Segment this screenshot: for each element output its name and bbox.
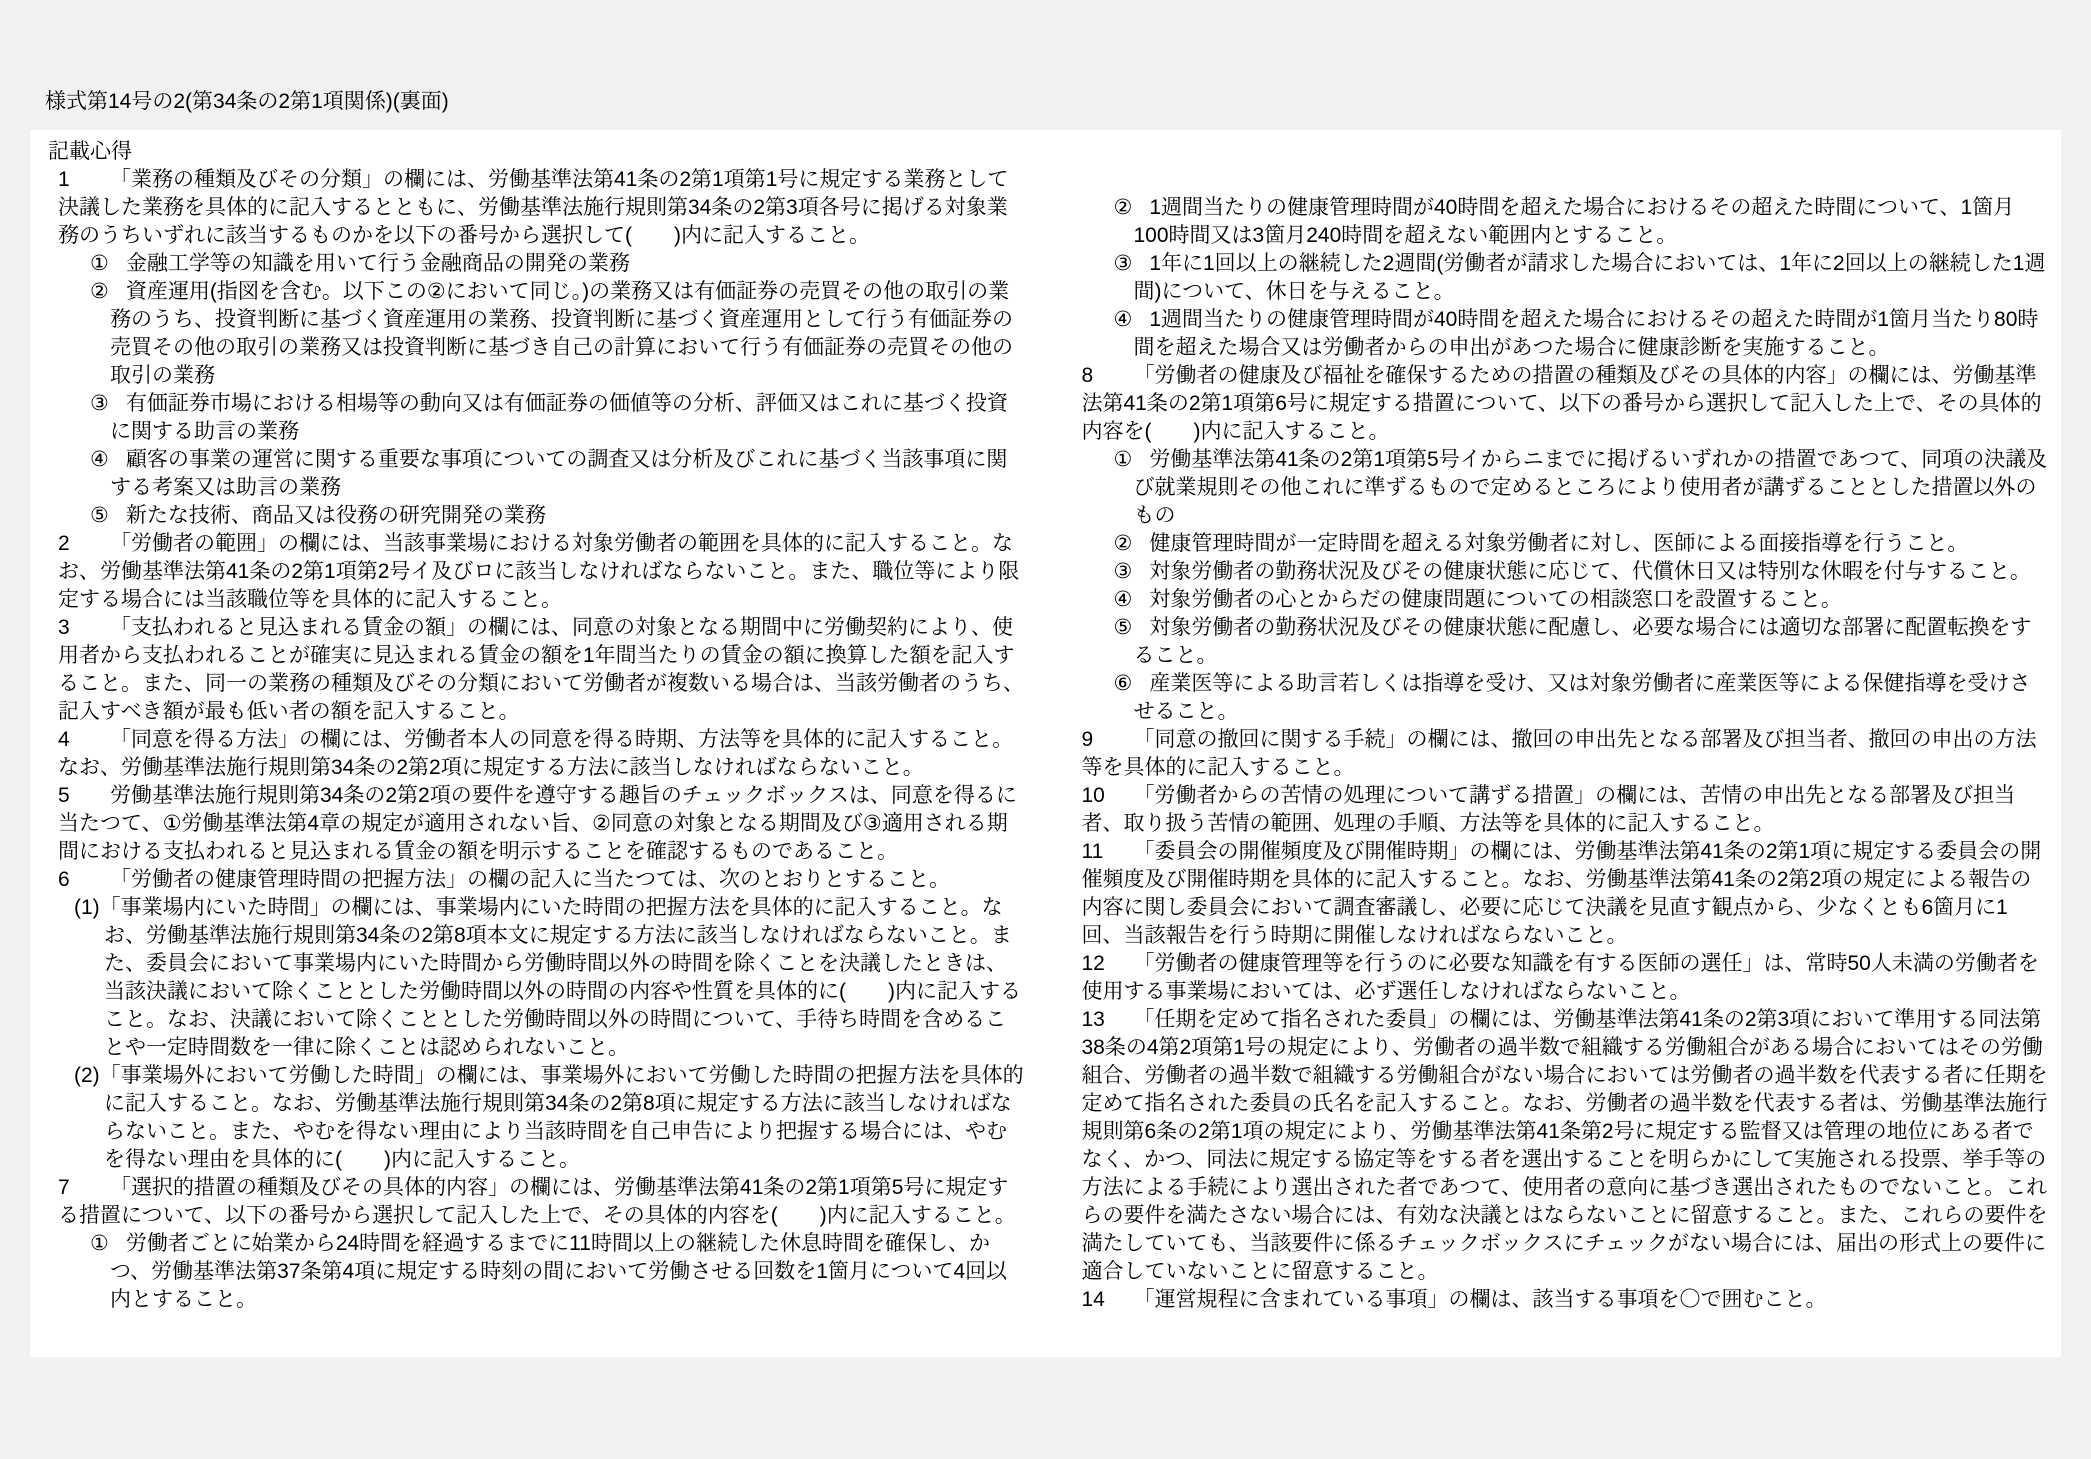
item-number: ③ <box>1113 560 1133 583</box>
item-number: 2 <box>58 532 70 555</box>
item-text: 「支払われると見込まれる賃金の額」の欄には、同意の対象となる期間中に労働契約により、使用者から支払われることが確実に見込まれる賃金の額を1年間当たりの賃金の額に換算した額を記入すること。また、同一の業務の種類及びその分類において労働者が複数いる場合は、当該労働者のうち、記入すべき額が最も低い者の額を記入すること。 <box>58 616 1024 723</box>
item-text: 対象労働者の勤務状況及びその健康状態に配慮し、必要な場合には適切な部署に配置転換をすること。 <box>1133 616 2032 667</box>
instruction-subitem <box>1070 194 2050 250</box>
instruction-subitem <box>1070 250 2050 306</box>
instruction-item <box>1070 1006 2050 1286</box>
item-text: 対象労働者の心とからだの健康問題についての相談窓口を設置すること。 <box>1149 588 1842 611</box>
item-number: 6 <box>58 868 70 891</box>
item-number: 10 <box>1081 784 1105 807</box>
instruction-item <box>1070 782 2050 838</box>
item-text: 「労働者の範囲」の欄には、当該事業場における対象労働者の範囲を具体的に記入すること。なお、労働基準法第41条の2第1項第2号イ及びロに該当しなければならないこと。また、職位等により限定する場合には当該職位等を具体的に記入すること。 <box>58 532 1020 611</box>
instruction-item <box>46 166 1026 250</box>
instruction-subitem <box>1070 306 2050 362</box>
item-text: 「任期を定めて指名された委員」の欄には、労働基準法第41条の2第3項において準用する同法第38条の4第2項第1号の規定により、労働者の過半数で組織する労働組合がある場合においてはその労働組合、労働者の過半数で組織する労働組合がない場合においては労働者の過半数を代表する者に任期を定めて指名された委員の氏名を記入すること。なお、労働者の過半数を代表する者は、労働基準法施行規則第6条の2第1項の規定により、労働基準法第41条第2号に規定する監督又は管理の地位にある者でなく、かつ、同法に規定する協定等をする者を選出することを明らかにして実施される投票、挙手等の方法による手続により選出された者であつて、使用者の意向に基づき選出されたものでないこと。これらの要件を満たさない場合には、有効な決議とはならないことに留意すること。また、これらの要件を満たしていても、当該要件に係るチェックボックスにチェックがない場合には、届出の形式上の要件に適合していないことに留意すること。 <box>1081 1008 2048 1283</box>
item-number: ① <box>90 252 109 275</box>
item-number: 14 <box>1081 1288 1105 1311</box>
instruction-item <box>1070 362 2050 446</box>
item-text: 金融工学等の知識を用いて行う金融商品の開発の業務 <box>125 252 630 275</box>
item-text: 新たな技術、商品又は役務の研究開発の業務 <box>125 504 546 527</box>
instruction-subitem <box>46 1062 1026 1174</box>
instruction-item <box>1070 1286 2050 1314</box>
instruction-subitem <box>46 894 1026 1062</box>
item-text: 労働基準法第41条の2第1項第5号イからニまでに掲げるいずれかの措置であつて、同項の決議及び就業規則その他これに準ずるもので定めるところにより使用者が講ずることとした措置以外のもの <box>1133 448 2048 527</box>
instruction-subitem <box>1070 446 2050 530</box>
item-number: 3 <box>58 616 70 639</box>
item-text: 「事業場外において労働した時間」の欄には、事業場外において労働した時間の把握方法を具体的に記入すること。なお、労働基準法施行規則第34条の2第8項に規定する方法に該当しなければならないこと。また、やむを得ない理由により当該時間を自己申告により把握する場合には、やむを得ない理由を具体的に( )内に記入すること。 <box>99 1064 1024 1171</box>
instruction-item <box>46 726 1026 782</box>
item-number: ⑥ <box>1113 672 1133 695</box>
item-text: 対象労働者の勤務状況及びその健康状態に応じて、代償休日又は特別な休暇を付与すること。 <box>1149 560 2031 583</box>
right-column <box>1070 166 2050 1314</box>
instruction-subitem <box>1070 558 2050 586</box>
item-text: 「労働者の健康管理等を行うのに必要な知識を有する医師の選任」は、常時50人未満の労働者を使用する事業場においては、必ず選任しなければならないこと。 <box>1081 952 2039 1003</box>
instruction-subitem <box>1070 614 2050 670</box>
item-number: ④ <box>90 448 109 471</box>
instruction-item <box>1070 838 2050 950</box>
item-number: 12 <box>1081 952 1105 975</box>
item-text: 「同意の撤回に関する手続」の欄には、撤回の申出先となる部署及び担当者、撤回の申出の方法等を具体的に記入すること。 <box>1081 728 2037 779</box>
instruction-subitem <box>46 1230 1026 1314</box>
instruction-subitem <box>46 390 1026 446</box>
item-text: 労働者ごとに始業から24時間を経過するまでに11時間以上の継続した休息時間を確保し、かつ、労働基準法第37条第4項に規定する時刻の間において労働させる回数を1箇月について4回以内とすること。 <box>110 1232 1008 1311</box>
instruction-subitem <box>46 278 1026 390</box>
item-text: 有価証券市場における相場等の動向又は有価証券の価値等の分析、評価又はこれに基づく投資に関する助言の業務 <box>110 392 1008 443</box>
item-number: ③ <box>90 392 109 415</box>
instruction-item <box>46 530 1026 614</box>
item-number: ③ <box>1113 252 1133 275</box>
item-number: 7 <box>58 1176 70 1199</box>
item-number: (1) <box>74 896 100 919</box>
item-text: 産業医等による助言若しくは指導を受け、又は対象労働者に産業医等による保健指導を受けさせること。 <box>1133 672 2031 723</box>
instruction-subitem <box>1070 586 2050 614</box>
two-column-layout <box>46 166 2049 1314</box>
item-text: 1週間当たりの健康管理時間が40時間を超えた場合におけるその超えた時間が1箇月当たり80時間を超えた場合又は労働者からの申出があつた場合に健康診断を実施すること。 <box>1133 308 2039 359</box>
item-text: 顧客の事業の運営に関する重要な事項についての調査又は分析及びこれに基づく当該事項に関する考案又は助言の業務 <box>110 448 1008 499</box>
item-number: ④ <box>1113 588 1133 611</box>
item-text: 1年に1回以上の継続した2週間(労働者が請求した場合においては、1年に2回以上の継続した1週間)について、休日を与えること。 <box>1133 252 2046 303</box>
instruction-item <box>1070 726 2050 782</box>
instruction-subitem <box>46 446 1026 502</box>
item-number: ⑤ <box>90 504 109 527</box>
item-number: ② <box>1113 532 1133 555</box>
item-number: ① <box>1113 448 1133 471</box>
instruction-subitem <box>46 250 1026 278</box>
form-number-label: 様式第14号の2(第34条の2第1項関係)(裏面) <box>45 90 449 113</box>
item-number: 4 <box>58 728 70 751</box>
item-text: 「運営規程に含まれている事項」の欄は、該当する事項を〇で囲むこと。 <box>1133 1288 1827 1311</box>
doc-title: 記載心得 <box>48 140 132 163</box>
item-number: ⑤ <box>1113 616 1133 639</box>
instruction-item <box>46 782 1026 866</box>
item-text: 1週間当たりの健康管理時間が40時間を超えた場合におけるその超えた時間について、1箇月100時間又は3箇月240時間を超えない範囲内とすること。 <box>1133 196 2015 247</box>
item-text: 「委員会の開催頻度及び開催時期」の欄には、労働基準法第41条の2第1項に規定する委員会の開催頻度及び開催時期を具体的に記入すること。なお、労働基準法第41条の2第2項の規定による報告の内容に関し委員会において調査審議し、必要に応じて決議を見直す観点から、少なくとも6箇月に1回、当該報告を行う時期に開催しなければならないこと。 <box>1081 840 2042 947</box>
item-text: 「同意を得る方法」の欄には、労働者本人の同意を得る時期、方法等を具体的に記入すること。なお、労働基準法施行規則第34条の2第2項に規定する方法に該当しなければならないこと。 <box>58 728 1013 779</box>
item-text: 「事業場内にいた時間」の欄には、事業場内にいた時間の把握方法を具体的に記入すること。なお、労働基準法施行規則第34条の2第8項本文に規定する方法に該当しなければならないこと。また、委員会において事業場内にいた時間から労働時間以外の時間を除くことを決議したときは、当該決議において除くこととした労働時間以外の時間の内容や性質を具体的に( )内に記入すること。なお、決議において除くこととした労働時間以外の時間について、手待ち時間を含めることや一定時間数を一律に除くことは認められないこと。 <box>99 896 1021 1059</box>
item-text: 「労働者からの苦情の処理について講ずる措置」の欄には、苦情の申出先となる部署及び担当者、取り扱う苦情の範囲、処理の手順、方法等を具体的に記入すること。 <box>1081 784 2016 835</box>
instruction-item <box>46 866 1026 894</box>
item-number: 5 <box>58 784 70 807</box>
item-number: ② <box>90 280 109 303</box>
item-number: (2) <box>74 1064 100 1087</box>
instruction-item <box>1070 950 2050 1006</box>
item-number: 8 <box>1081 364 1094 387</box>
instruction-subitem <box>46 502 1026 530</box>
instruction-item <box>46 614 1026 726</box>
item-text: 健康管理時間が一定時間を超える対象労働者に対し、医師による面接指導を行うこと。 <box>1149 532 1969 555</box>
item-text: 労働基準法施行規則第34条の2第2項の要件を遵守する趣旨のチェックボックスは、同意を得るに当たつて、①労働基準法第4章の規定が適用されない旨、②同意の対象となる期間及び③適用される期間における支払われると見込まれる賃金の額を明示することを確認するものであること。 <box>58 784 1017 863</box>
instruction-subitem <box>1070 670 2050 726</box>
item-text: 資産運用(指図を含む。以下この②において同じ。)の業務又は有価証券の売買その他の取引の業務のうち、投資判断に基づく資産運用の業務、投資判断に基づく資産運用として行う有価証券の売買その他の取引の業務又は投資判断に基づき自己の計算において行う有価証券の売買その他の取引の業務 <box>110 280 1013 387</box>
item-text: 「選択的措置の種類及びその具体的内容」の欄には、労働基準法第41条の2第1項第5号に規定する措置について、以下の番号から選択して記入した上で、その具体的内容を( )内に記入すること。 <box>58 1176 1016 1227</box>
item-number: ② <box>1113 196 1133 219</box>
item-text: 「労働者の健康管理時間の把握方法」の欄の記入に当たつては、次のとおりとすること。 <box>110 868 950 891</box>
item-text: 「労働者の健康及び福祉を確保するための措置の種類及びその具体的内容」の欄には、労働基準法第41条の2第1項第6号に規定する措置について、以下の番号から選択して記入した上で、その具体的内容を( )内に記入すること。 <box>1081 364 2042 443</box>
item-number: 11 <box>1081 840 1104 863</box>
item-number: 13 <box>1081 1008 1105 1031</box>
document-page <box>30 130 2061 1357</box>
left-column <box>46 166 1026 1314</box>
item-text: 「業務の種類及びその分類」の欄には、労働基準法第41条の2第1項第1号に規定する業務として決議した業務を具体的に記入するとともに、労働基準法施行規則第34条の2第3項各号に掲げる対象業務のうちいずれに該当するものかを以下の番号から選択して( )内に記入すること。 <box>58 168 1009 247</box>
item-number: ④ <box>1113 308 1133 331</box>
item-number: 9 <box>1081 728 1094 751</box>
item-number: ① <box>90 1232 109 1255</box>
item-number: 1 <box>58 168 70 191</box>
instruction-item <box>46 1174 1026 1230</box>
instruction-subitem <box>1070 530 2050 558</box>
